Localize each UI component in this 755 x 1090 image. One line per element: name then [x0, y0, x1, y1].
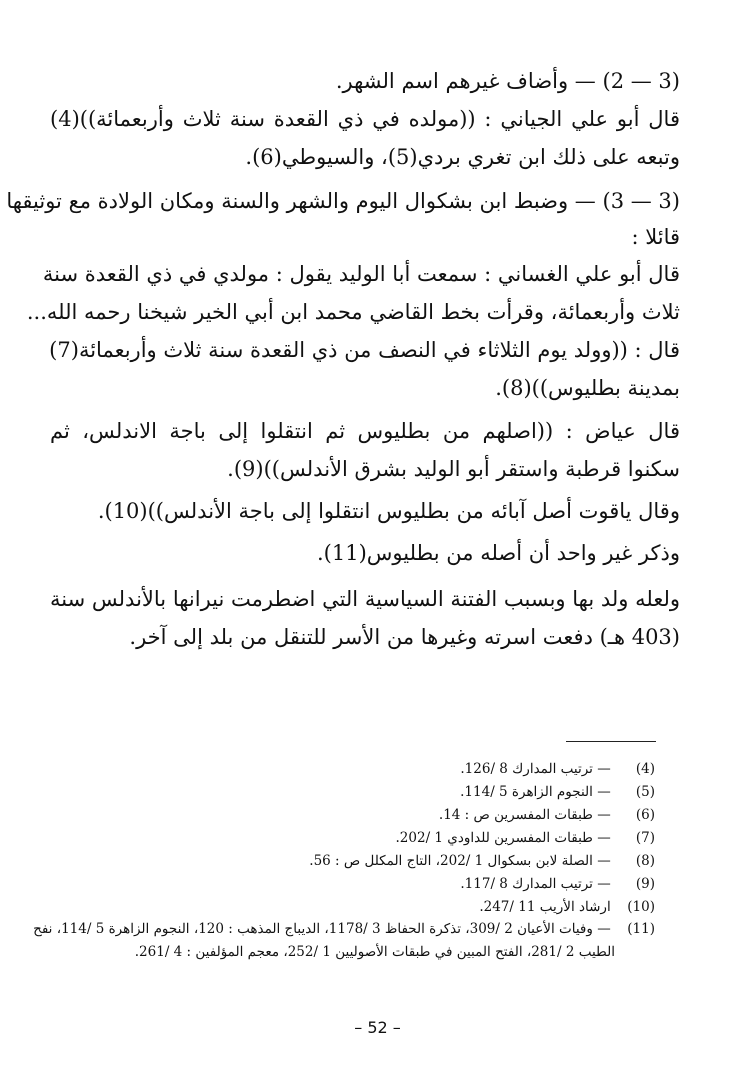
- footnote-text: — طبقات المفسرين للداودي 1 /202.: [395, 830, 611, 846]
- footnote: [40, 781, 655, 804]
- paragraph-7: [50, 534, 680, 572]
- footnote: [40, 827, 655, 850]
- footnote-number: (8): [635, 853, 655, 869]
- text-line: ثلاث وأربعمائة، وقرأت بخط القاضي محمد ابن أبي الخير شيخنا رحمه الله...: [26, 300, 680, 324]
- paragraph-1: [50, 62, 680, 100]
- footnote: [40, 850, 655, 873]
- footnote-number: (11): [627, 921, 655, 937]
- page-number: – 52 –: [354, 1018, 401, 1037]
- text-line: قال أبو علي الجياني : ((مولده في ذي القعدة سنة ثلاث وأربعمائة))(4): [50, 107, 680, 131]
- paragraph-5: [50, 412, 680, 488]
- footnote-text: — ترتيب المدارك 8 /126.: [460, 761, 611, 777]
- text-line: وذكر غير واحد أن أصله من بطليوس(11).: [316, 541, 680, 565]
- footnote-number: (9): [635, 876, 655, 892]
- footnote-text: ارشاد الأريب 11 /247.: [479, 899, 611, 915]
- footnote-text: — طبقات المفسرين ص : 14.: [438, 807, 611, 823]
- footnote-number: (10): [627, 899, 655, 915]
- footnote-text: — النجوم الزاهرة 5 /114.: [460, 784, 611, 800]
- footnote-separator: [566, 741, 656, 742]
- footnote-number: (5): [635, 784, 655, 800]
- text-line: بمدينة بطليوس))(8).: [495, 376, 680, 400]
- text-line: سكنوا قرطبة واستقر أبو الوليد بشرق الأندلس))(9).: [227, 457, 680, 481]
- footnote: [40, 896, 655, 919]
- paragraph-6: [50, 492, 680, 530]
- text-line: قال أبو علي الغساني : سمعت أبا الوليد يقول : مولدي في ذي القعدة سنة: [42, 262, 680, 286]
- footnote: [40, 873, 655, 896]
- footnote-number: (7): [635, 830, 655, 846]
- text-line: وقال ياقوت أصل آبائه من بطليوس انتقلوا إلى باجة الأندلس))(10).: [97, 499, 680, 523]
- text-line: قائلا :: [631, 225, 680, 249]
- text-line: قال عياض : ((اصلهم من بطليوس ثم انتقلوا إلى باجة الاندلس، ثم: [50, 419, 680, 443]
- text-line: ولعله ولد بها وبسبب الفتنة السياسية التي اضطرمت نيرانها بالأندلس سنة: [50, 587, 680, 611]
- footnote-number: (6): [635, 807, 655, 823]
- text-line: وتبعه على ذلك ابن تغري بردي(5)، والسيوطي(6).: [245, 145, 680, 169]
- footnote-text: — وفيات الأعيان 2 /309، تذكرة الحفاظ 3 /1178، الديباج المذهب : 120، النجوم الزاهرة 5 /114، نفح: [33, 921, 611, 937]
- footnote-number: (4): [635, 761, 655, 777]
- text-line: (403 هـ) دفعت اسرته وغيرها من الأسر للتنقل من بلد إلى آخر.: [129, 625, 680, 649]
- footnote: [40, 758, 655, 781]
- text-line: (3 — 2) — وأضاف غيرهم اسم الشهر.: [335, 69, 680, 93]
- paragraph-3: [6, 182, 680, 254]
- footnote: [40, 804, 655, 827]
- paragraph-2: [50, 100, 680, 176]
- text-line: (3 — 3) — وضبط ابن بشكوال اليوم والشهر والسنة ومكان الولادة مع توثيقها: [6, 189, 680, 213]
- footnote-text: — ترتيب المدارك 8 /117.: [460, 876, 611, 892]
- text-line: قال : ((وولد يوم الثلاثاء في النصف من ذي القعدة سنة ثلاث وأربعمائة(7): [49, 338, 680, 362]
- paragraph-4: [26, 255, 680, 407]
- paragraph-8: [50, 580, 680, 656]
- footnote-continuation: الطيب 2 /281، الفتح المبين في طبقات الأصوليين 1 /252، معجم المؤلفين : 4 /261.: [134, 944, 615, 960]
- footnote: [33, 918, 655, 941]
- footnote-text: — الصلة لابن بسكوال 1 /202، التاج المكلل ص : 56.: [309, 853, 611, 869]
